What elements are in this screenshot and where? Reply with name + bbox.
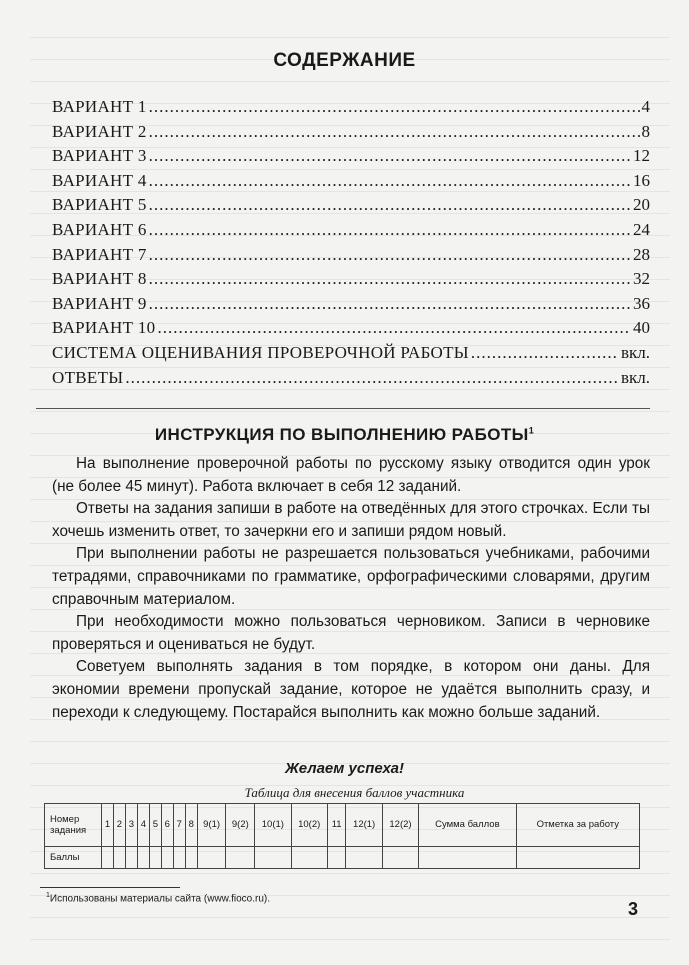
toc-entry bbox=[52, 220, 650, 245]
toc-entry-page: 4 bbox=[641, 97, 650, 116]
toc-entry-page: вкл. bbox=[620, 342, 650, 362]
score-entry-cell[interactable] bbox=[327, 846, 346, 868]
toc-entry-page: вкл. bbox=[620, 367, 650, 387]
toc-leader-dots bbox=[149, 220, 631, 240]
score-entry-cell[interactable] bbox=[102, 846, 114, 868]
toc-entry-label: ВАРИАНТ 4 bbox=[52, 170, 147, 190]
toc-entry-label: ОТВЕТЫ bbox=[52, 367, 124, 387]
score-table bbox=[44, 803, 640, 869]
task-number-cell: 4 bbox=[137, 804, 149, 847]
toc-entry-page: 32 bbox=[633, 269, 650, 289]
toc-entry bbox=[52, 368, 650, 393]
toc-entry-label: ВАРИАНТ 9 bbox=[52, 293, 147, 313]
toc-leader-dots bbox=[471, 343, 619, 363]
task-number-cell: 9(2) bbox=[226, 804, 255, 847]
toc-leader-dots bbox=[125, 368, 619, 388]
toc-entry-page: 8 bbox=[641, 121, 650, 141]
toc-entry-label: СИСТЕМА ОЦЕНИВАНИЯ ПРОВЕРОЧНОЙ РАБОТЫ bbox=[52, 342, 469, 362]
toc-entry-label: ВАРИАНТ 1 bbox=[52, 97, 147, 116]
task-number-cell: 6 bbox=[161, 804, 173, 847]
task-number-cell: 10(2) bbox=[291, 804, 327, 847]
toc-entry bbox=[52, 146, 650, 171]
score-entry-cell[interactable] bbox=[197, 846, 226, 868]
toc-entry-label: ВАРИАНТ 3 bbox=[52, 146, 147, 166]
toc-entry bbox=[52, 97, 650, 122]
toc-entry bbox=[52, 122, 650, 147]
instructions-body bbox=[52, 453, 650, 724]
page-number: 3 bbox=[628, 899, 639, 919]
toc-leader-dots bbox=[149, 122, 640, 142]
toc-entry-page: 12 bbox=[633, 146, 650, 166]
toc-entry bbox=[52, 343, 650, 368]
toc-entry-label: ВАРИАНТ 2 bbox=[52, 121, 147, 141]
footnote: $^1$Использованы материалы сайта (www.fioco.ru). bbox=[46, 892, 271, 905]
toc-entry-page: 16 bbox=[633, 170, 650, 190]
task-number-cell: 2 bbox=[113, 804, 125, 847]
toc-entry-page: 36 bbox=[633, 293, 650, 313]
task-number-cell: 7 bbox=[173, 804, 185, 847]
toc-entry bbox=[52, 294, 650, 319]
toc-leader-dots bbox=[149, 97, 640, 117]
toc-entry-label: ВАРИАНТ 5 bbox=[52, 195, 147, 215]
toc-entry-page: 40 bbox=[633, 318, 650, 338]
task-number-cell: 12(1) bbox=[346, 804, 382, 847]
toc-entry bbox=[52, 269, 650, 294]
score-table-caption: Таблица для внесения баллов участника bbox=[244, 785, 465, 800]
score-entry-cell[interactable] bbox=[291, 846, 327, 868]
task-number-cell: 12(2) bbox=[382, 804, 418, 847]
task-number-cell: 3 bbox=[125, 804, 137, 847]
row-header-task-number: Номер задания bbox=[45, 804, 102, 847]
instructions-title: ИНСТРУКЦИЯ ПО ВЫПОЛНЕНИЮ РАБОТЫ$^1$ bbox=[154, 425, 535, 444]
score-entry-cell[interactable] bbox=[419, 846, 516, 868]
task-number-cell: Сумма баллов bbox=[419, 804, 516, 847]
task-number-cell: 1 bbox=[102, 804, 114, 847]
task-number-cell: Отметка за работу bbox=[516, 804, 639, 847]
row-header-points: Баллы bbox=[45, 846, 102, 868]
toc-leader-dots bbox=[149, 171, 631, 191]
toc-leader-dots bbox=[149, 269, 631, 289]
toc-entry-label: ВАРИАНТ 8 bbox=[52, 269, 147, 289]
toc-entry-page: 24 bbox=[633, 219, 650, 239]
table-of-contents bbox=[52, 97, 650, 392]
footnote-mark: 1 bbox=[528, 425, 535, 436]
toc-entry bbox=[52, 318, 650, 343]
footnote-divider bbox=[40, 887, 180, 888]
toc-title: СОДЕРЖАНИЕ bbox=[273, 50, 416, 71]
instruction-paragraph: На выполнение проверочной работы по русскому языку отводится один урок (не более 45 минут). Работа включает в себя 12 заданий. bbox=[52, 455, 650, 495]
toc-entry-label: ВАРИАНТ 7 bbox=[52, 244, 147, 264]
section-divider bbox=[36, 408, 650, 409]
toc-entry bbox=[52, 171, 650, 196]
instruction-paragraph: При выполнении работы не разрешается пользоваться учебниками, рабочими тетрадями, справочниками по грамматике, орфографическими словарями, другим справочным материалом. bbox=[52, 545, 650, 608]
instruction-paragraph: При необходимости можно пользоваться черновиком. Записи в черновике проверяться и оцениваться не будут. bbox=[52, 613, 650, 653]
score-entry-cell[interactable] bbox=[173, 846, 185, 868]
toc-leader-dots bbox=[157, 318, 631, 338]
toc-entry bbox=[52, 245, 650, 270]
score-entry-cell[interactable] bbox=[226, 846, 255, 868]
task-number-cell: 11 bbox=[327, 804, 346, 847]
instruction-paragraph: Советуем выполнять задания в том порядке, в котором они даны. Для экономии времени пропускай задание, которое не удаётся выполнить сразу, и переходи к следующему. Постарайся выполнить как можно больше заданий. bbox=[52, 658, 650, 721]
toc-entry-label: ВАРИАНТ 6 bbox=[52, 219, 147, 239]
toc-leader-dots bbox=[149, 195, 631, 215]
toc-leader-dots bbox=[149, 245, 631, 265]
score-entry-cell[interactable] bbox=[125, 846, 137, 868]
table-row bbox=[45, 804, 640, 847]
table-row bbox=[45, 846, 640, 868]
score-entry-cell[interactable] bbox=[255, 846, 291, 868]
toc-leader-dots bbox=[149, 294, 631, 314]
task-number-cell: 5 bbox=[149, 804, 161, 847]
score-entry-cell[interactable] bbox=[113, 846, 125, 868]
score-entry-cell[interactable] bbox=[346, 846, 382, 868]
score-entry-cell[interactable] bbox=[516, 846, 639, 868]
task-number-cell: 10(1) bbox=[255, 804, 291, 847]
good-luck-text: Желаем успеха! bbox=[285, 760, 404, 777]
toc-entry bbox=[52, 195, 650, 220]
toc-entry-page: 28 bbox=[633, 244, 650, 264]
score-entry-cell[interactable] bbox=[161, 846, 173, 868]
score-entry-cell[interactable] bbox=[185, 846, 197, 868]
task-number-cell: 8 bbox=[185, 804, 197, 847]
score-entry-cell[interactable] bbox=[149, 846, 161, 868]
instruction-paragraph: Ответы на задания запиши в работе на отведённых для этого строчках. Если ты хочешь изменить ответ, то зачеркни его и запиши рядом новый. bbox=[52, 500, 650, 540]
score-entry-cell[interactable] bbox=[137, 846, 149, 868]
task-number-cell: 9(1) bbox=[197, 804, 226, 847]
toc-entry-page: 20 bbox=[633, 195, 650, 215]
score-entry-cell[interactable] bbox=[382, 846, 418, 868]
toc-entry-label: ВАРИАНТ 10 bbox=[52, 318, 156, 338]
toc-leader-dots bbox=[149, 146, 631, 166]
